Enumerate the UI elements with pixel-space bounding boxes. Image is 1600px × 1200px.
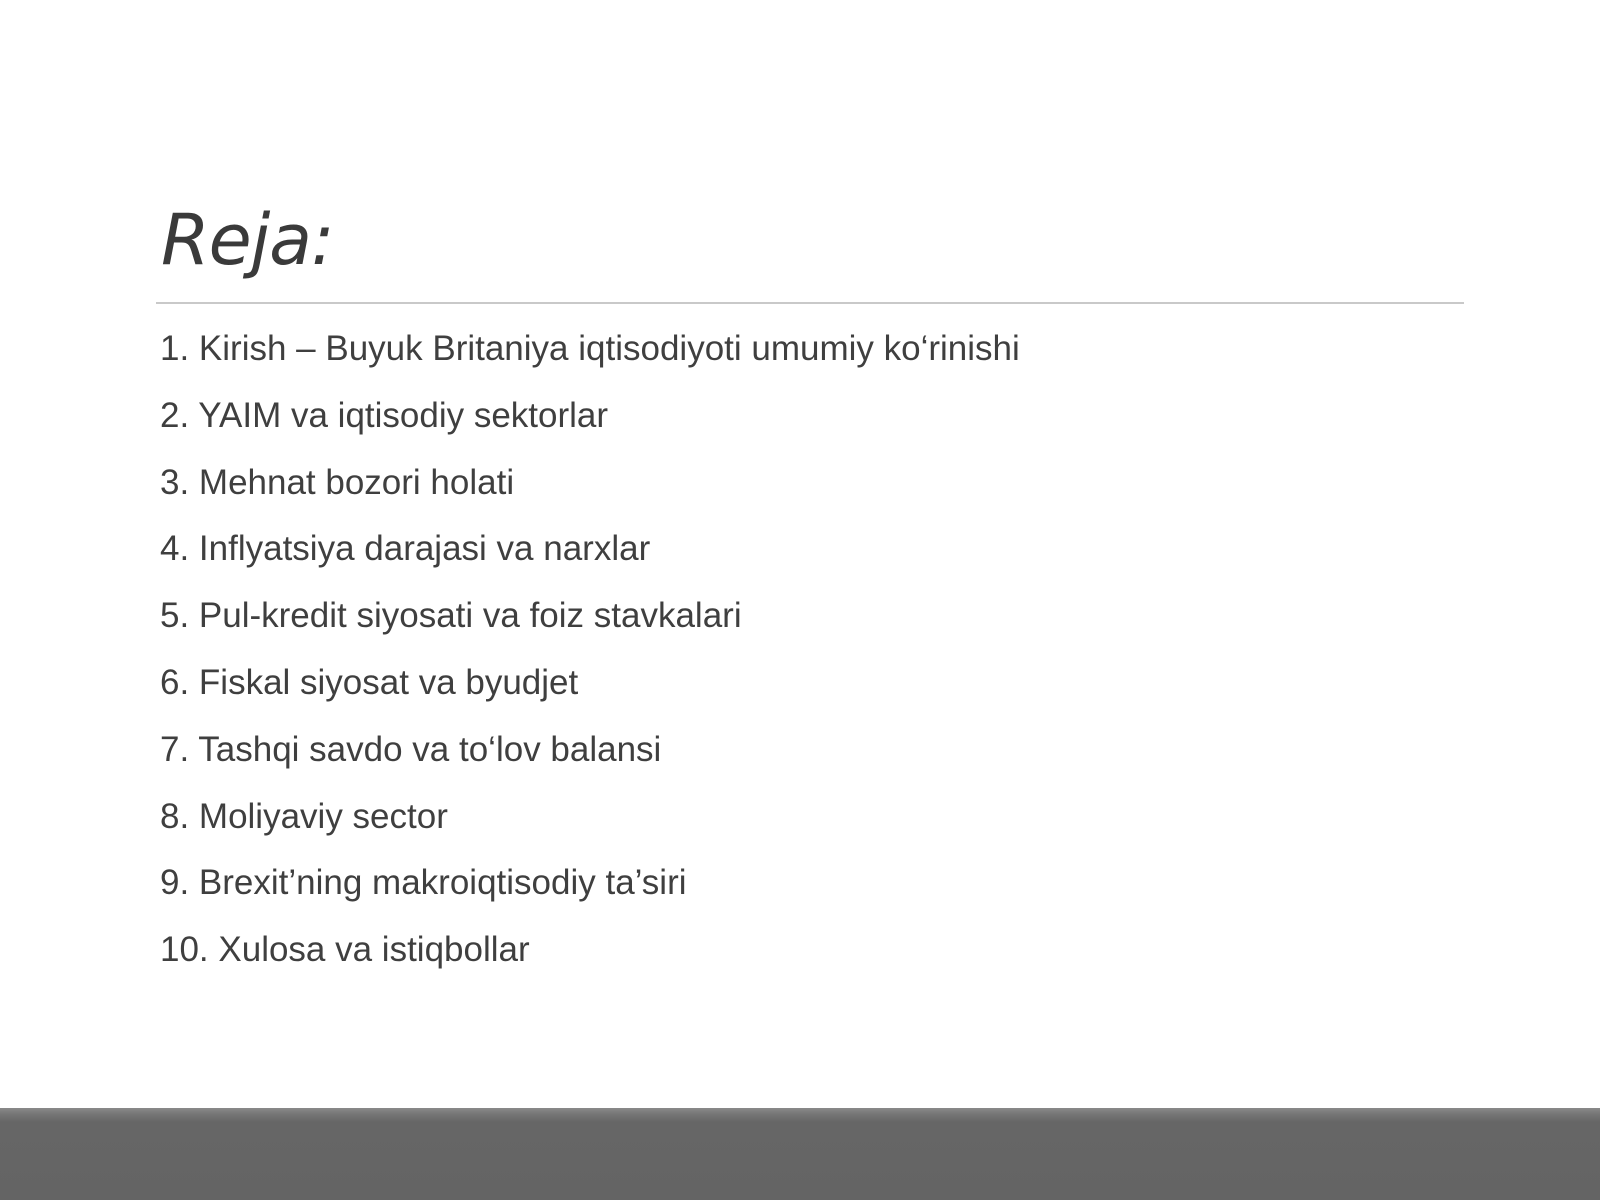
agenda-item-3: 3. Mehnat bozori holati [160, 462, 515, 502]
agenda-item-9: 9. Brexit’ning makroiqtisodiy ta’siri [160, 863, 687, 903]
agenda-item-7: 7. Tashqi savdo va to‘lov balansi [160, 729, 662, 769]
agenda-item-10: 10. Xulosa va istiqbollar [160, 930, 530, 970]
agenda-item-5: 5. Pul-kredit siyosati va foiz stavkalari [160, 596, 742, 636]
agenda-item-2: 2. YAIM va iqtisodiy sektorlar [160, 395, 609, 435]
agenda-list [160, 316, 1020, 984]
title-divider [156, 302, 1464, 304]
agenda-item-6: 6. Fiskal siyosat va byudjet [160, 662, 579, 702]
footer-bar [0, 1108, 1600, 1200]
agenda-item-4: 4. Inflyatsiya darajasi va narxlar [160, 529, 651, 569]
agenda-item-1: 1. Kirish – Buyuk Britaniya iqtisodiyoti umumiy ko‘rinishi [160, 329, 1020, 368]
agenda-item-8: 8. Moliyaviy sector [160, 796, 448, 836]
slide-title: Reja: [161, 199, 334, 281]
